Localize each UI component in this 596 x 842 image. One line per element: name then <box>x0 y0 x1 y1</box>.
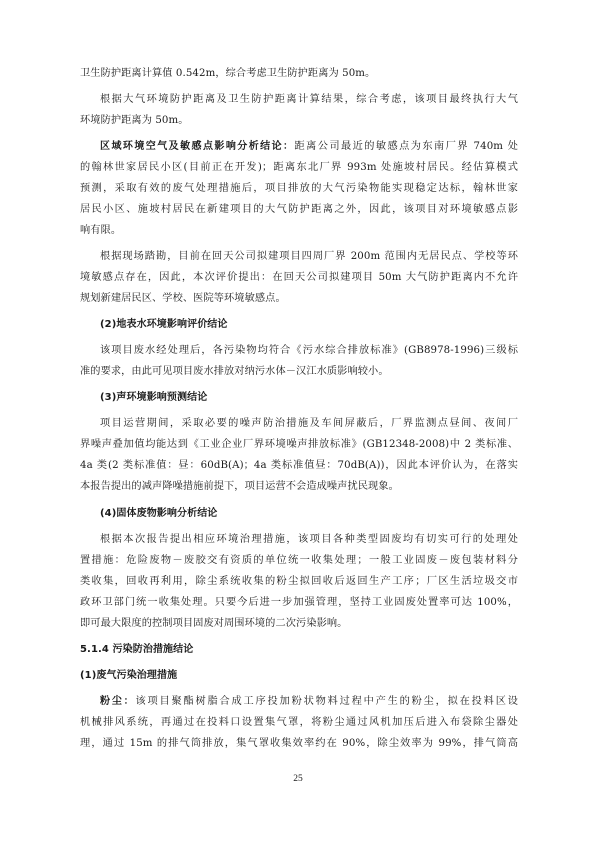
paragraph-text: 该项目聚酯树脂合成工序投加粉状物料过程中产生的粉尘，拟在投料区设 <box>135 696 518 707</box>
section-heading: (2)地表水环境影响评价结论 <box>100 319 228 330</box>
paragraph-line: 理，通过 15m 的排气筒排放，集气罩收集效率约在 90%，除尘效率为 99%，排气筒高 <box>80 738 518 749</box>
paragraph-line: 居民小区、施坡村居民在新建项目的大气防护距离之外，因此，该项目对环境敏感点影 <box>80 204 518 215</box>
paragraph-lead-label: 粉尘： <box>100 696 136 707</box>
paragraph-line: 根据大气环境防护距离及卫生防护距离计算结果，综合考虑，该项目最终执行大气 <box>100 94 518 105</box>
paragraph-line: 该项目废水经处理后，各污染物均符合《污水综合排放标准》(GB8978-1996)三级标 <box>100 345 518 356</box>
paragraph-line: 4a 类(2 类标准值：昼：60dB(A)；4a 类标准值昼：70dB(A))，因此本评价认为，在落实 <box>80 460 518 471</box>
paragraph-line: 界噪声叠加值均能达到《工业企业厂界环境噪声排放标准》(GB12348-2008)中 2 类标准、 <box>80 439 518 450</box>
section-heading: (1)废气污染治理措施 <box>80 670 178 681</box>
paragraph-line: 规划新建居民区、学校、医院等环境敏感点。 <box>80 293 286 304</box>
paragraph-line: 准的要求，由此可见项目废水排放对纳污水体－汉江水质影响较小。 <box>80 366 389 377</box>
page-number: 25 <box>293 774 303 784</box>
section-heading: (4)固体废物影响分析结论 <box>100 508 218 519</box>
subsection-heading: 5.1.4 污染防治措施结论 <box>80 644 194 655</box>
paragraph-line: 卫生防护距离计算值 0.542m，综合考虑卫生防护距离为 50m。 <box>80 68 376 79</box>
paragraph-line: 置措施：危险废物－废胶交有资质的单位统一收集处理；一般工业固废－废包装材料分 <box>80 555 518 566</box>
paragraph-line: 境敏感点存在，因此，本次评价提出：在回天公司拟建项目 50m 大气防护距离内不允许 <box>80 272 518 283</box>
paragraph-line: 机械排风系统，再通过在投料口设置集气罩，将粉尘通过风机加压后进入布袋除尘器处 <box>80 717 518 728</box>
paragraph-line-with-lead <box>100 137 518 157</box>
paragraph-line: 预测，采取有效的废气处理措施后，项目排放的大气污染物能实现稳定达标，翰林世家 <box>80 183 518 194</box>
paragraph-line: 本报告提出的减声降噪措施前提下，项目运营不会造成噪声扰民现象。 <box>80 481 399 492</box>
paragraph-lead-label: 区域环境空气及敏感点影响分析结论： <box>100 141 295 152</box>
paragraph-line: 类收集，回收再利用，除尘系统收集的粉尘拟回收后返回生产工序；厂区生活垃圾交市 <box>80 576 518 587</box>
paragraph-line: 项目运营期间，采取必要的噪声防治措施及车间屏蔽后，厂界监测点昼间、夜间厂 <box>100 418 518 429</box>
paragraph-line-with-lead <box>100 692 518 712</box>
paragraph-text: 距离公司最近的敏感点为东南厂界 740m 处 <box>294 141 519 152</box>
paragraph-line: 响有限。 <box>80 225 122 236</box>
paragraph-line: 根据本次报告提出相应环境治理措施，该项目各种类型固废均有切实可行的处理处 <box>100 534 518 545</box>
paragraph-line: 政环卫部门统一收集处理。只要今后进一步加强管理，坚持工业固废处置率可达 100%， <box>80 597 518 608</box>
section-heading: (3)声环境影响预测结论 <box>100 392 208 403</box>
paragraph-line: 环境防护距离为 50m。 <box>80 115 189 126</box>
paragraph-line: 即可最大限度的控制项目固废对周围环境的二次污染影响。 <box>80 618 348 629</box>
paragraph-line: 的翰林世家居民小区(目前正在开发)；距离东北厂界 993m 处施坡村居民。经估算模式 <box>80 162 518 173</box>
paragraph-line: 根据现场踏勘，目前在回天公司拟建项目四周厂界 200m 范围内无居民点、学校等环 <box>100 251 518 262</box>
